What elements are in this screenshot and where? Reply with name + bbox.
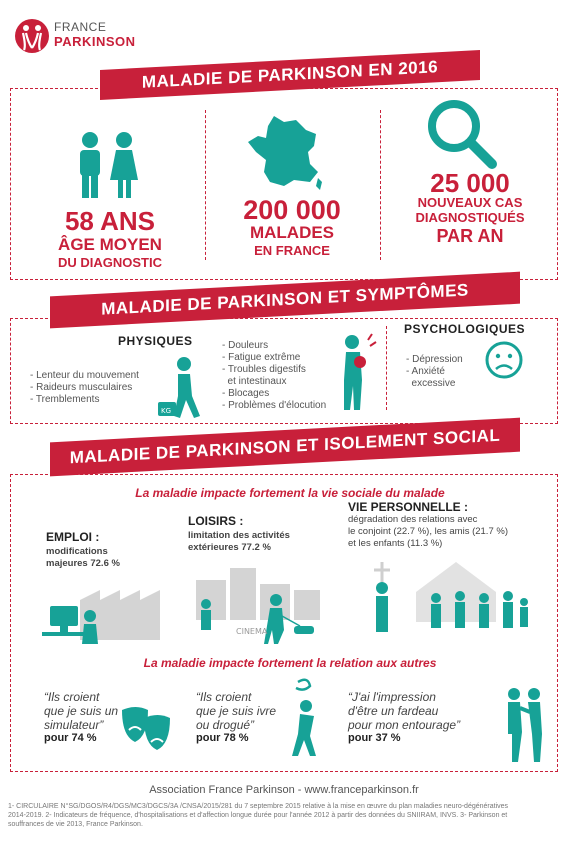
magnifier-icon [420, 96, 500, 170]
emploi-line1: modifications [46, 546, 108, 557]
stat2-number: 200 000 [243, 195, 341, 225]
france-map-icon [244, 112, 324, 192]
town-dog-walker-icon [186, 560, 326, 646]
stat3-label4: PAR AN [436, 226, 504, 246]
divider-2 [380, 110, 381, 260]
quote3-line1: “J'ai l'impression [348, 690, 436, 704]
symptom-item: et intestinaux [222, 376, 287, 387]
sad-face-icon [484, 340, 524, 380]
loisirs-line1: limitation des activités [188, 530, 290, 541]
brand-name-line2: PARKINSON [54, 34, 136, 49]
quote1-line3: simulateur” [44, 718, 104, 732]
section3-subtitle2: La maladie impacte fortement la relation aux autres [143, 656, 437, 670]
symptom-item: - Douleurs [222, 340, 269, 351]
symptom-item: - Troubles digestifs [222, 364, 306, 375]
walker-icon [150, 352, 220, 422]
symptom-item: - Fatigue extrême [222, 352, 301, 363]
symptom-item: - Anxiété [406, 366, 445, 377]
support-couple-icon [500, 684, 548, 764]
section3-title: MALADIE DE PARKINSON ET ISOLEMENT SOCIAL [50, 418, 520, 477]
quote3 [348, 690, 460, 744]
loisirs-heading: LOISIRS : [188, 514, 244, 528]
symptom-item: - Blocages [222, 388, 270, 399]
stat1-number: 58 ANS [64, 206, 156, 236]
svg-text:KG: KG [161, 407, 172, 415]
stat2-label3: EN FRANCE [254, 243, 330, 258]
section3-subtitle1: La maladie impacte fortement la vie sociale du malade [135, 486, 445, 500]
loisirs-line2: extérieures 77.2 % [188, 542, 271, 553]
quote2-line3: ou drogué” [196, 718, 255, 732]
vie-line1: dégradation des relations avec [348, 514, 478, 525]
divider-1 [205, 110, 206, 260]
quote3-line3: pour mon entourage” [348, 718, 461, 732]
logo-icon [14, 18, 50, 54]
symptom-item: - Dépression [406, 354, 463, 365]
footer-notes [8, 802, 560, 829]
stat2-label2: MALADES [249, 223, 335, 242]
footer-note-line: 2014-2019. 2- Indicateurs de fréquence, d'hospitalisations et d'affection longue durée pour l'année 2012 à partir des données du SNIIRAM, INVS. 3- Parkinson et [8, 812, 508, 819]
brand-name-line1: FRANCE [54, 20, 107, 34]
stat3-label3: DIAGNOSTIQUÉS [415, 210, 525, 225]
svg-text:CINEMA: CINEMA [236, 627, 268, 636]
vie-line2: le conjoint (22.7 %), les amis (21.7 %) [348, 526, 508, 537]
quote1-line1: “Ils croient [44, 690, 100, 704]
vie-heading: VIE PERSONNELLE : [348, 500, 469, 514]
pain-figure-icon [330, 330, 380, 412]
stat1-label3: DU DIAGNOSTIC [58, 255, 162, 270]
quote2-percent: pour 78 % [196, 732, 249, 744]
symptom-item: - Lenteur du mouvement [30, 370, 139, 381]
quote1-line2: que je suis un [44, 704, 119, 718]
stat3-label2: NOUVEAUX CAS [417, 195, 523, 210]
quote2-line2: que je suis ivre [196, 704, 277, 718]
section2-title: MALADIE DE PARKINSON ET SYMPTÔMES [50, 272, 520, 329]
office-factory-icon [40, 580, 170, 650]
footer-note-line: 1- CIRCULAIRE N°SG/DGOS/R4/DGS/MC3/DGCS/3A /CNSA/2015/281 du 7 septembre 2015 relative à la mise en œuvre du plan maladies neuro-dégénératives [8, 803, 509, 810]
psychologiques-heading: PSYCHOLOGIQUES [404, 322, 526, 336]
vie-line3: et les enfants (11.3 %) [348, 538, 443, 549]
emploi-heading: EMPLOI : [46, 530, 100, 544]
symptom-item: - Tremblements [30, 394, 100, 405]
emploi-line2: majeures 72.6 % [46, 558, 120, 569]
dizzy-figure-icon [282, 676, 326, 758]
footer-association: Association France Parkinson - www.franceparkinson.fr [149, 784, 419, 796]
family-house-icon [356, 552, 536, 638]
symptom-item: - Problèmes d'élocution [222, 400, 327, 411]
quote1 [44, 690, 118, 744]
stat1-label2: ÂGE MOYEN [58, 235, 162, 254]
section1-title: MALADIE DE PARKINSON EN 2016 [100, 50, 480, 100]
physiques-right-list [222, 340, 326, 412]
stat3-number: 25 000 [430, 168, 510, 198]
quote2-line1: “Ils croient [196, 690, 252, 704]
quote3-percent: pour 37 % [348, 732, 401, 744]
quote1-percent: pour 74 % [44, 732, 97, 744]
theatre-masks-icon [118, 704, 174, 754]
symptom-item: - Raideurs musculaires [30, 382, 133, 393]
physiques-left-list [30, 370, 139, 406]
physiques-heading: PHYSIQUES [118, 334, 193, 348]
psychologiques-list [406, 354, 463, 390]
couple-icon [66, 130, 150, 200]
quote3-line2: d'être un fardeau [348, 704, 439, 718]
quote2 [196, 690, 276, 744]
symptom-item: excessive [406, 378, 456, 389]
footer-note-line: souffrances de vie 2013, France Parkinson. [8, 821, 143, 828]
divider-3 [386, 326, 387, 410]
brand-logo [14, 18, 50, 54]
